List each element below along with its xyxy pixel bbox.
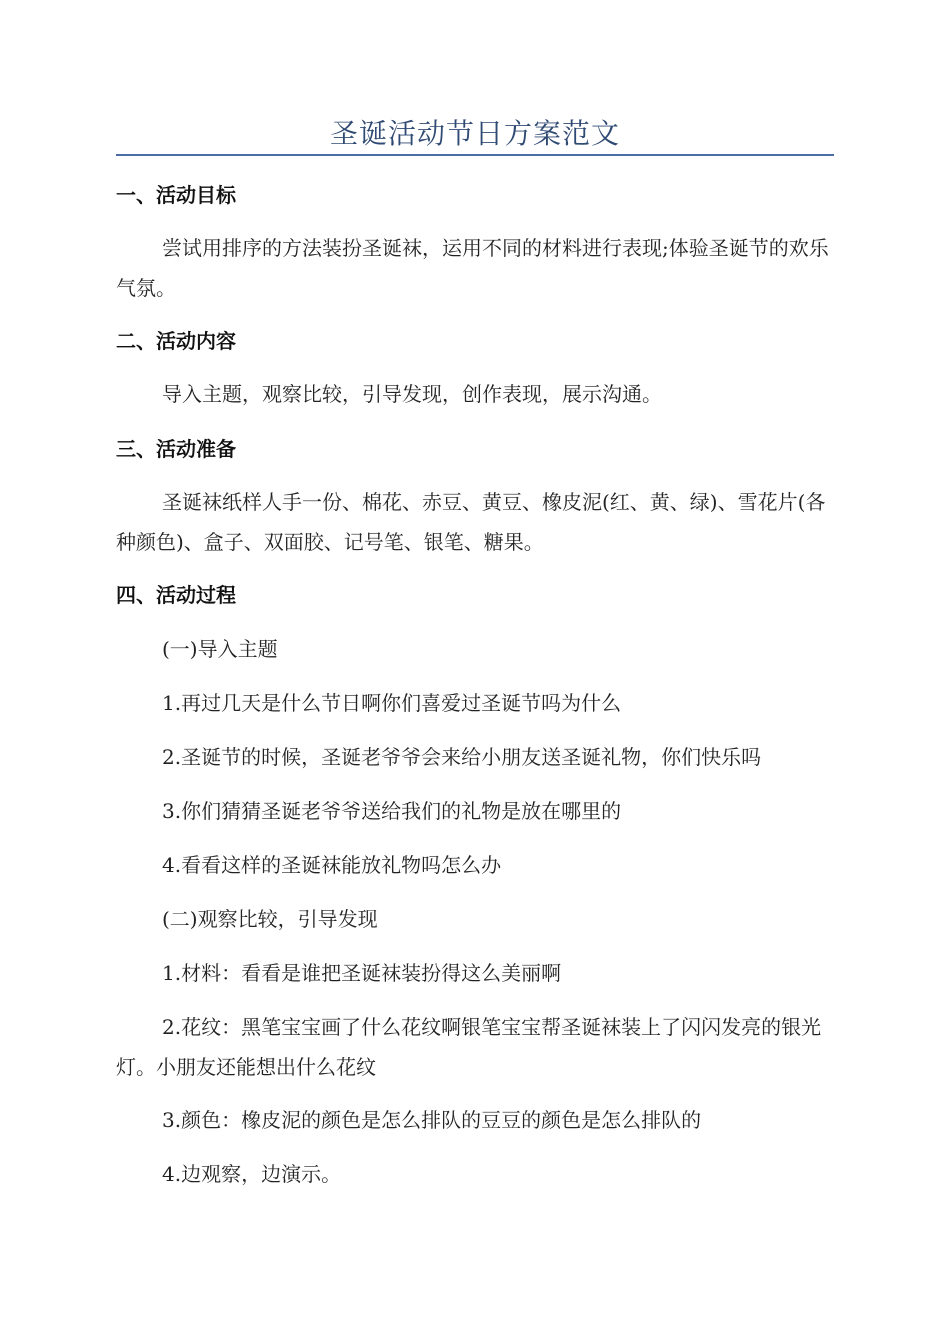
document-title: 圣诞活动节日方案范文 [329,117,620,150]
list-item: 4.边观察，边演示。 [162,1162,342,1186]
paragraph-goal: 尝试用排序的方法装扮圣诞袜，运用不同的材料进行表现;体验圣诞节的欢乐气氛。 [116,236,829,300]
list-item: (一)导入主题 [162,637,278,661]
list-item: 4.看看这样的圣诞袜能放礼物吗怎么办 [162,853,502,877]
list-item: 3.你们猜猜圣诞老爷爷送给我们的礼物是放在哪里的 [162,799,622,823]
list-item: 1.材料：看看是谁把圣诞袜装扮得这么美丽啊 [162,961,562,985]
list-item: 2.圣诞节的时候，圣诞老爷爷会来给小朋友送圣诞礼物，你们快乐吗 [162,745,762,769]
section-heading-goal: 一、活动目标 [116,183,236,207]
paragraph-content: 导入主题，观察比较，引导发现，创作表现，展示沟通。 [162,382,662,406]
paragraph-preparation: 圣诞袜纸样人手一份、棉花、赤豆、黄豆、橡皮泥(红、黄、绿)、雪花片(各种颜色)、盒子、双面胶、记号笔、银笔、糖果。 [116,490,826,554]
title-underline [116,154,834,156]
list-item: 1.再过几天是什么节日啊你们喜爱过圣诞节吗为什么 [162,691,622,715]
list-item: 3.颜色：橡皮泥的颜色是怎么排队的豆豆的颜色是怎么排队的 [162,1108,702,1132]
section-heading-process: 四、活动过程 [116,583,236,607]
list-item: (二)观察比较，引导发现 [162,907,378,931]
list-item: 2.花纹：黑笔宝宝画了什么花纹啊银笔宝宝帮圣诞袜装上了闪闪发亮的银光灯。小朋友还能想出什么花纹 [116,1015,822,1079]
section-heading-preparation: 三、活动准备 [116,437,236,461]
section-heading-content: 二、活动内容 [116,329,236,353]
